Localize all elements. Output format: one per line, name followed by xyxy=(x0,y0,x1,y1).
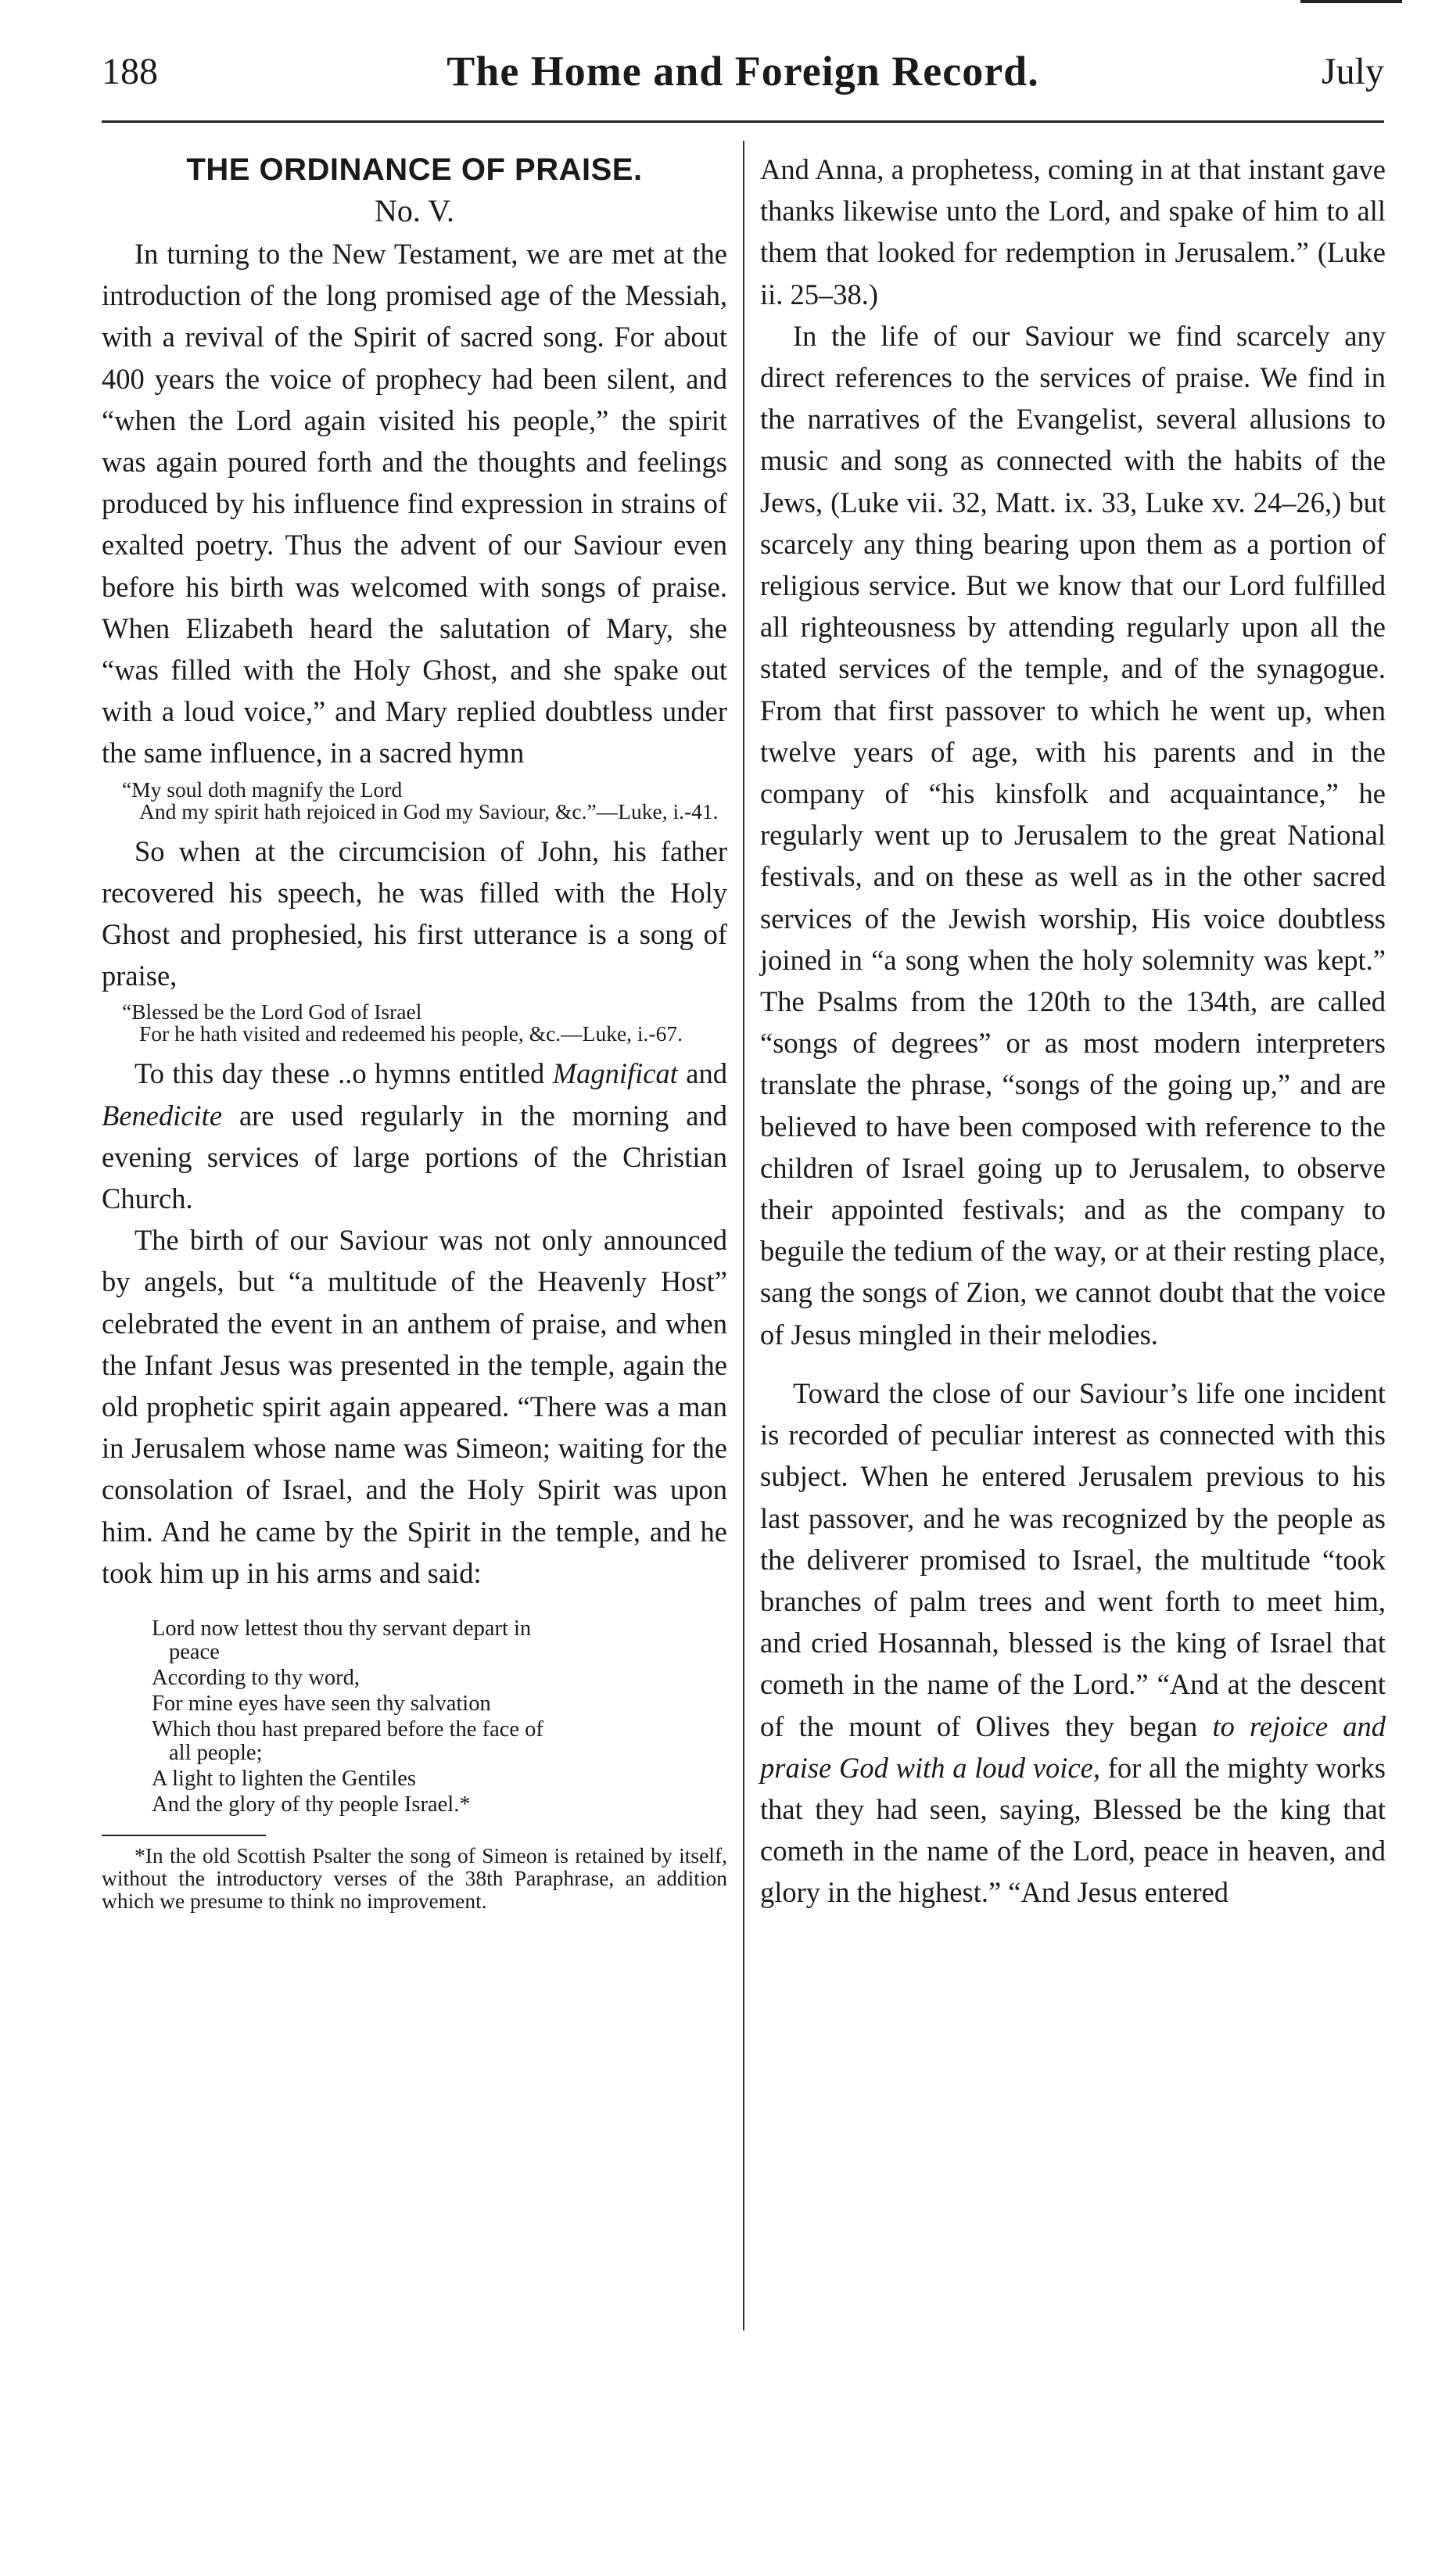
song-line: According to thy word, xyxy=(152,1666,360,1691)
paragraph: So when at the circumcision of John, his father recovered his speech, he was filled with the Holy Ghost and prophesied, his first utterance is a song of praise, xyxy=(102,834,727,992)
article-title: THE ORDINANCE OF PRAISE. xyxy=(186,152,643,187)
text-run: ..o xyxy=(338,1057,367,1090)
issue-month: July xyxy=(1321,51,1384,92)
hymn-title: Magnificat xyxy=(552,1057,678,1090)
page-number: 188 xyxy=(102,51,158,92)
right-column xyxy=(760,149,1386,1914)
paragraph xyxy=(102,1053,727,1219)
magnificat-quote xyxy=(122,779,727,823)
text-run: are used regularly in the morning and evening services of large portions of the Christian Church. xyxy=(102,1099,727,1215)
song-line: For mine eyes have seen thy salvation xyxy=(152,1692,491,1717)
song-line: peace xyxy=(169,1640,220,1665)
hymn-title: Benedicite xyxy=(102,1099,223,1132)
page-header xyxy=(102,50,1384,123)
song-line: And the glory of thy people Israel.* xyxy=(152,1792,471,1817)
quote-line: For he hath visited and redeemed his people, &c.—Luke, i.-67. xyxy=(139,1021,683,1046)
quote-line: “Blessed be the Lord God of Israel xyxy=(122,999,422,1024)
text-run: and xyxy=(677,1057,727,1090)
paragraph: The birth of our Saviour was not only announced by angels, but “a multitude of the Heavenly Host” celebrated the event in an anthem of praise, and when the Infant Jesus was presented in the temple, again the old prophetic spirit again appeared. “There was a man in Jerusalem whose name was Simeon; waiting for the consolation of Israel, and the Holy Spirit was upon him. And he came by the Spirit in the temple, and he took him up in his arms and said: xyxy=(102,1224,727,1589)
quote-line: “My soul doth magnify the Lord xyxy=(122,777,403,802)
paragraph xyxy=(760,1372,1386,1914)
song-line: Lord now lettest thou thy servant depart in xyxy=(152,1616,532,1641)
left-column xyxy=(102,149,727,1912)
quote-line: And my spirit hath rejoiced in God my Saviour, &c.”—Luke, i.-41. xyxy=(139,798,719,823)
text-run: hymns entitled xyxy=(366,1057,553,1090)
running-title: The Home and Foreign Record. xyxy=(447,48,1039,95)
song-line: A light to lighten the Gentiles xyxy=(152,1767,417,1792)
paragraph: In the life of our Saviour we find scarcely any direct references to the services of praise. We find in the narratives of the Evangelist, several allusions to music and song as connected with the habits of the Jews, (Luke vii. 32, Matt. ix. 33, Luke xv. 24–26,) but scarcely any thing bearing upon them as a portion of religious service. But we know that our Lord fulfilled all righteousness by attending regularly upon all the stated services of the temple, and of the synagogue. From that first passover to which he went up, when twelve years of age, with his parents and in the company of “his kinsfolk and acquaintance,” he regularly went up to Jerusalem to the great National festivals, and on these as well as in the other sacred services of the Jewish worship, His voice doubtless joined in “a song when the holy solemnity was kept.” The Psalms from the 120th to the 134th, are called “songs of degrees” or as most modern interpreters translate the phrase, “songs of the going up,” and are believed to have been composed with reference to the children of Israel going up to Jerusalem, to observe their appointed festivals; and as the company to beguile the tedium of the way, or at their resting place, sang the songs of Zion, we cannot doubt that the voice of Jesus mingled in their melodies. xyxy=(760,319,1386,1351)
paragraph: In turning to the New Testament, we are met at the introduction of the long promised age of the Messiah, with a revival of the Spirit of sacred song. For about 400 years the voice of prophecy had been silent, and “when the Lord again visited his people,” the spirit was again poured forth and the thoughts and feelings produced by his influence find expression in strains of exalted poetry. Thus the advent of our Saviour even before his birth was welcomed with songs of praise. When Elizabeth heard the salutation of Mary, she “was filled with the Holy Ghost, and she spake out with a loud voice,” and Mary replied doubtless under the same influence, in a sacred hymn xyxy=(102,238,727,770)
top-edge-rule xyxy=(1300,0,1402,3)
benedictus-quote xyxy=(122,1001,727,1045)
article-number: No. V. xyxy=(375,193,454,228)
italic-phrase: to rejoice and praise God with a loud voice, xyxy=(760,1710,1386,1784)
song-line: all people; xyxy=(169,1741,263,1766)
paragraph: And Anna, a prophetess, coming in at that instant gave thanks likewise unto the Lord, and spake of him to all them that looked for redemption in Jerusalem.” (Luke ii. 25–38.) xyxy=(760,153,1386,310)
text-run: To this day these xyxy=(134,1057,339,1090)
footnote-rule xyxy=(102,1835,266,1836)
text-run: Toward the close of our Saviour’s life one incident is recorded of peculiar interest as connected with this subject. When he entered Jerusalem previous to his last passover, and he was recognized by the people as the deliverer promised to Israel, the multitude “took branches of palm trees and went forth to meet him, and cried Hosannah, blessed is the king of Israel that cometh in the name of the Lord.” “And at the descent of the mount of Olives they began xyxy=(760,1376,1386,1742)
text-run: for all the mighty works that they had seen, saying, Blessed be the king that cometh in the name of the Lord, peace in heaven, and glory in the highest.” “And Jesus entered xyxy=(760,1751,1386,1909)
footnote: *In the old Scottish Psalter the song of Simeon is retained by itself, without the introductory verses of the 38th Paraphrase, an addition which we presume to think no improvement. xyxy=(102,1843,727,1914)
column-divider xyxy=(743,141,744,2330)
song-of-simeon xyxy=(152,1616,727,1817)
song-line: Which thou hast prepared before the face of xyxy=(152,1717,543,1742)
